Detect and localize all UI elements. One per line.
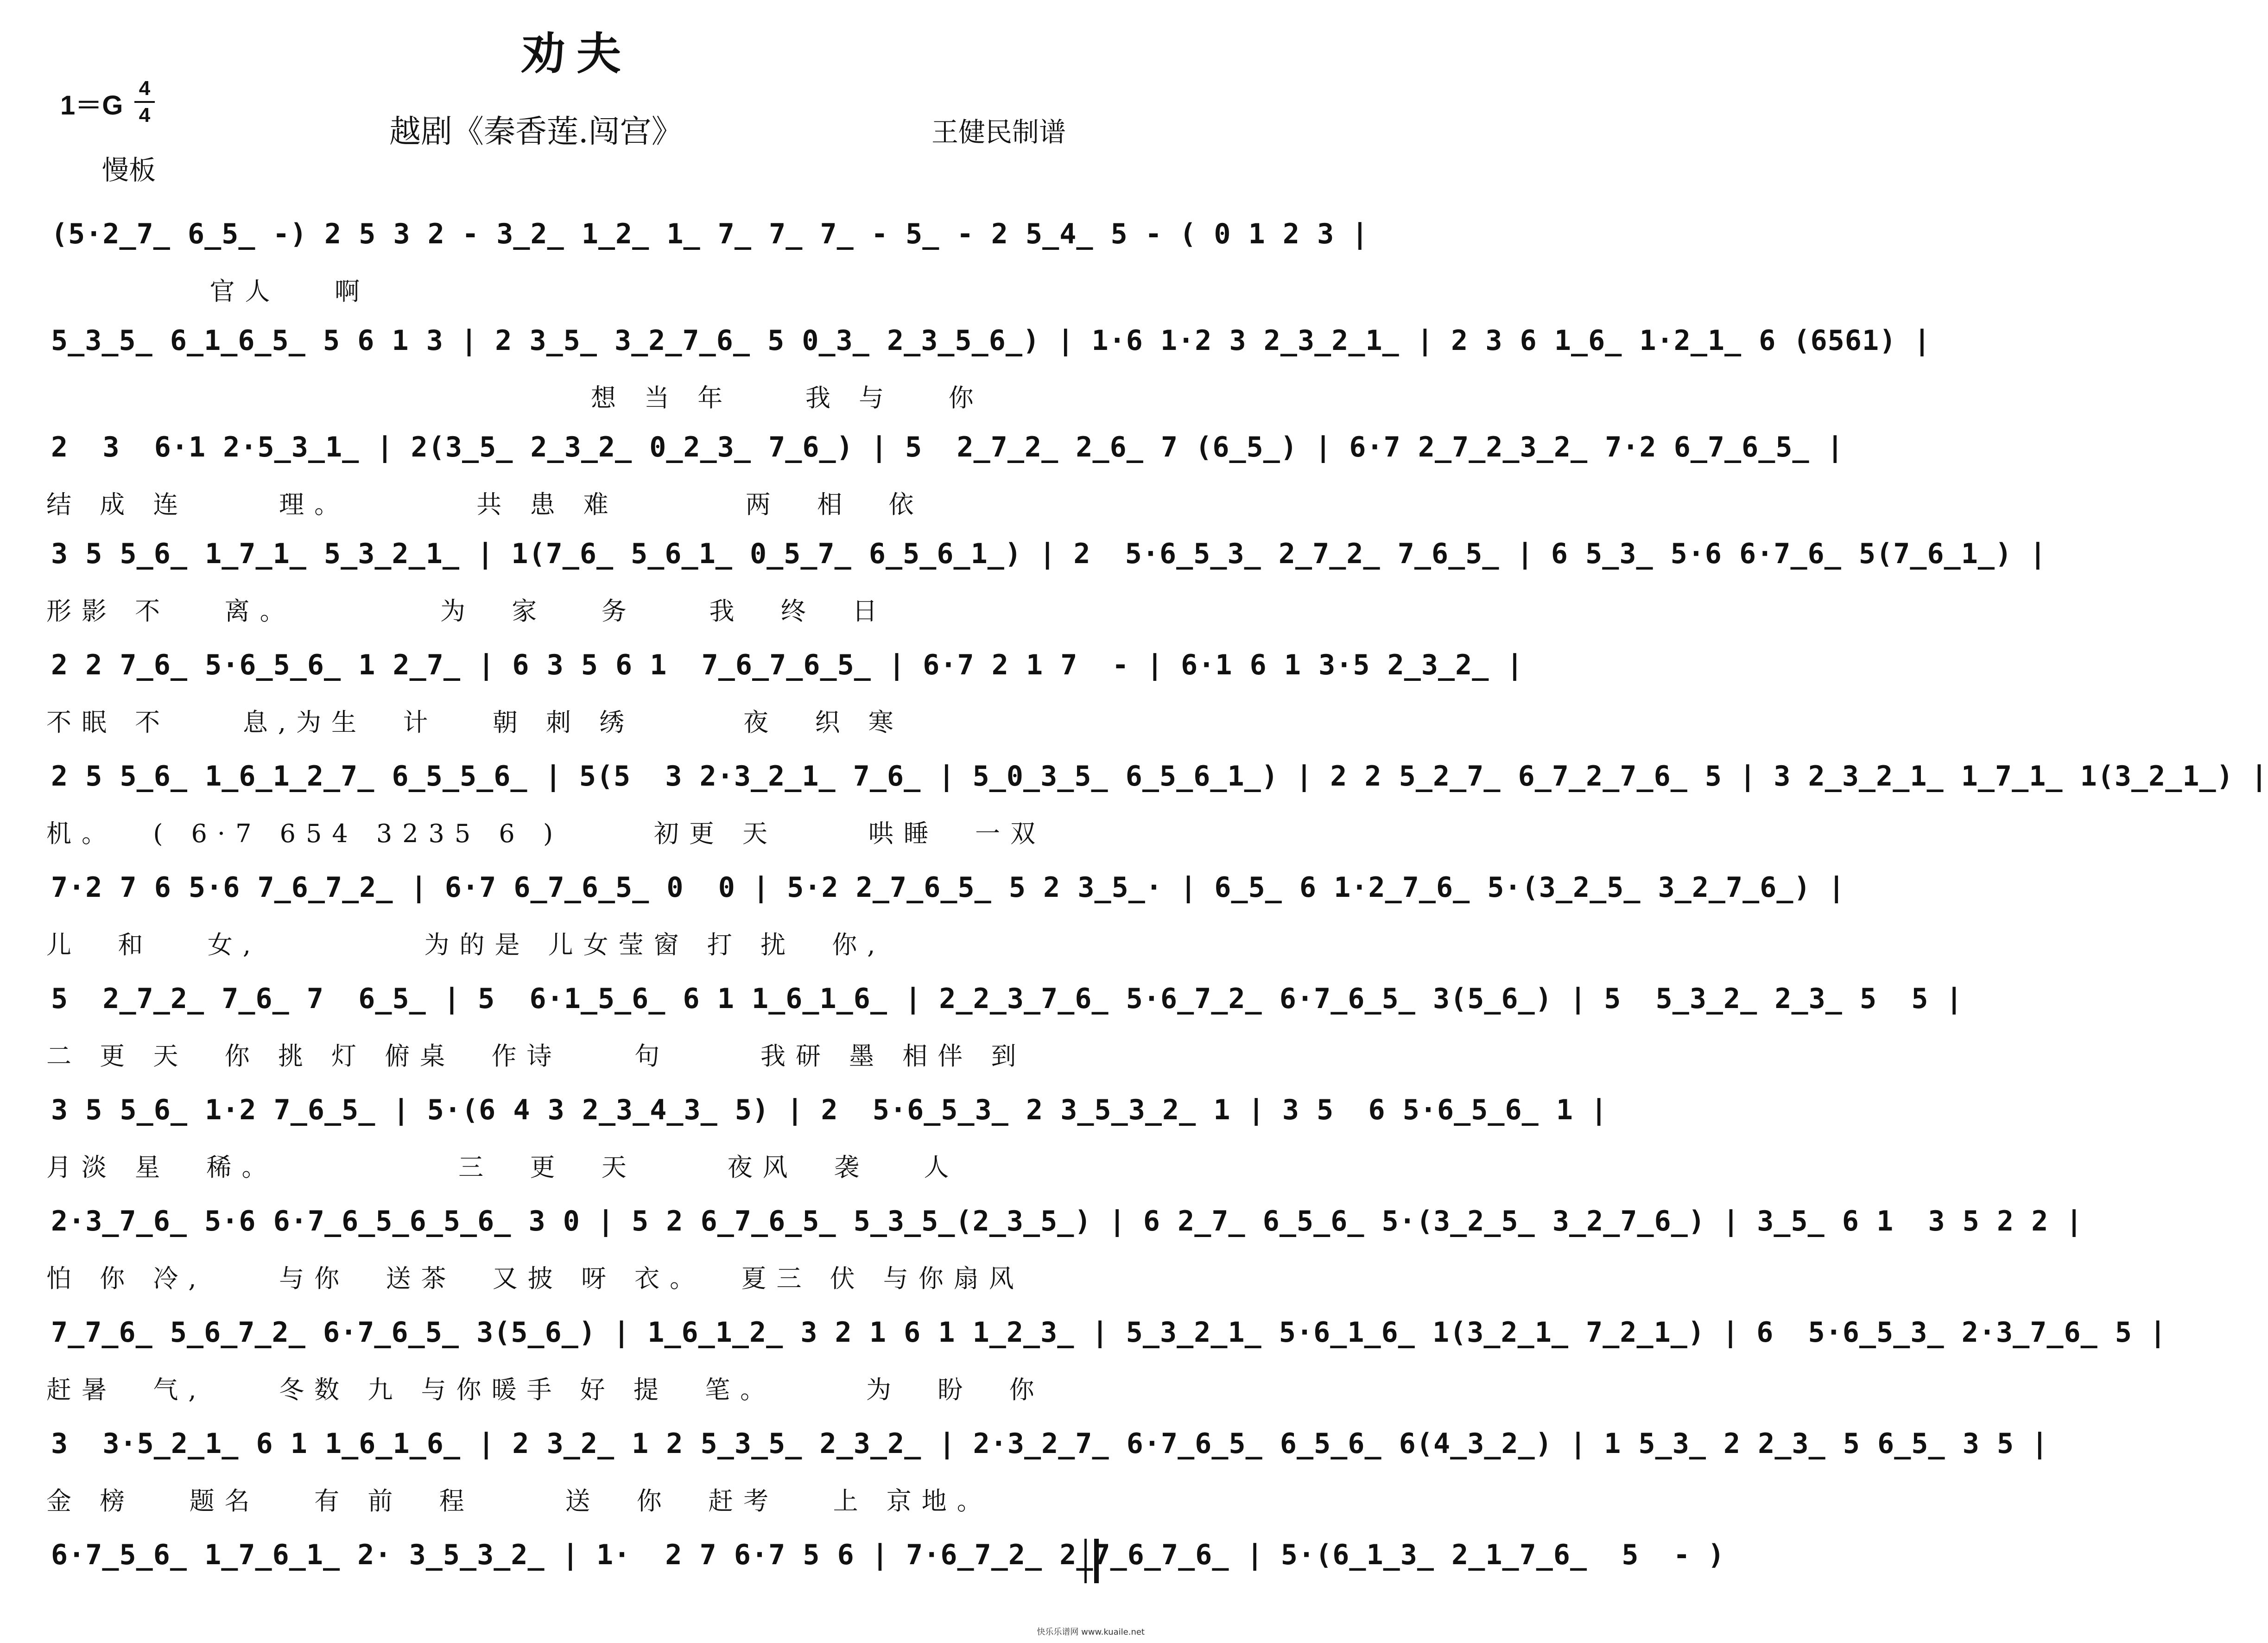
notes-row: 5̲3̲5̲ 6̲1̲6̲5̲ 5 6 1 3 | 2 3̲5̲ 3̲2̲7̲6̲ 5 0̲3̲ 2̲3̲5̲6̲) | 1·6 1·2 3 2̲3̲2̲1̲ | 2 3 6 1̲6̲ 1·2̲1̲ 6 (6561) | — [51, 324, 1931, 357]
notes-row: 5 2̲7̲2̲ 7̲6̲ 7 6̲5̲ | 5 6·1̲5̲6̲ 6 1 1̲6̲1̲6̲ | 2̲2̲3̲7̲6̲ 5·6̲7̲2̲ 6·7̲6̲5̲ 3(5̲6̲) | 5 5̲3̲2̲ 2̲3̲ 5 5 | — [51, 983, 1963, 1015]
staff-line — [46, 324, 1931, 422]
lyrics-row: 机。 ( 6·7 654 3235 6 ) 初更 天 哄睡 一双 — [46, 819, 1046, 848]
lyrics-row: 赶暑 气, 冬数 九 与你暖手 好 提 笔。 为 盼 你 — [46, 1375, 1045, 1404]
lyrics-row: 金 榜 题名 有 前 程 送 你 赶考 上 京地。 — [46, 1486, 992, 1516]
notes-row: 3 5 5̲6̲ 1̲7̲1̲ 5̲3̲2̲1̲ | 1(7̲6̲ 5̲6̲1̲ 0̲5̲7̲ 6̲5̲6̲1̲) | 2 5·6̲5̲3̲ 2̲7̲2̲ 7̲6̲5̲ | 6 5̲3̲ 5·6 6·7̲6̲ 5(7̲6̲1̲) | — [51, 538, 2047, 570]
staff-line — [46, 431, 1844, 528]
key-signature: 1＝G — [60, 90, 123, 121]
notes-row: 2 5 5̲6̲ 1̲6̲1̲2̲7̲ 6̲5̲5̲6̲ | 5(5 3 2·3̲2̲1̲ 7̲6̲ | 5̲0̲3̲5̲ 6̲5̲6̲1̲) | 2 2 5̲2̲7̲ 6̲7̲2̲7̲6̲ 5 | 3 2̲3̲2̲1̲ 1̲7̲1̲ 1(3̲2̲1̲) | — [51, 760, 2268, 793]
notes-row: 7̲7̲6̲ 5̲6̲7̲2̲ 6·7̲6̲5̲ 3(5̲6̲) | 1̲6̲1̲2̲ 3 2 1 6 1 1̲2̲3̲ | 5̲3̲2̲1̲ 5·6̲1̲6̲ 1(3̲2̲1̲ 7̲2̲1̲) | 6 5·6̲5̲3̲ 2·3̲7̲6̲ 5 | — [51, 1316, 2167, 1349]
notes-row: 2 3 6·1 2·5̲3̲1̲ | 2(3̲5̲ 2̲3̲2̲ 0̲2̲3̲ 7̲6̲) | 5 2̲7̲2̲ 2̲6̲ 7 (6̲5̲) | 6·7 2̲7̲2̲3̲2̲ 7·2 6̲7̲6̲5̲ | — [51, 431, 1844, 463]
lyrics-row: 想 当 年 我 与 你 — [46, 383, 984, 412]
time-signature — [134, 77, 155, 127]
lyrics-row: 结 成 连 理。 共 患 难 两 相 依 — [46, 490, 924, 519]
notes-row: 6·7̲5̲6̲ 1̲7̲6̲1̲ 2· 3̲5̲3̲2̲ | 1· 2 7 6·7 5 6 | 7·6̲7̲2̲ 2̲7̲6̲7̲6̲ | 5·(6̲1̲3̲ 2̲1̲7̲6̲ 5 - ) — [51, 1539, 1725, 1571]
notes-row: (5·2̲7̲ 6̲5̲ -) 2 5 3 2 - 3̲2̲ 1̲2̲ 1̲ 7̲ 7̲ 7̲ - 5̲ - 2 5̲4̲ 5 - ( 0 1 2 3 | — [51, 218, 1369, 250]
staff-line — [46, 983, 1963, 1080]
staff-line — [46, 1205, 2083, 1302]
lyrics-row — [46, 1592, 1098, 1625]
meter-bottom: 4 — [139, 104, 151, 127]
lyrics-row: 怕 你 冷, 与你 送茶 又披 呀 衣。 夏三 伏 与你扇风 — [46, 1264, 1024, 1293]
subtitle: 越剧《秦香莲.闯宫》 — [389, 114, 683, 150]
staff-line — [46, 1427, 2049, 1525]
notes-row: 3 5 5̲6̲ 1·2 7̲6̲5̲ | 5·(6 4 3 2̲3̲4̲3̲ 5) | 2 5·6̲5̲3̲ 2 3̲5̲3̲2̲ 1 | 3 5 6 5·6̲5̲6̲ 1 | — [51, 1094, 1608, 1126]
notes-row: 7·2 7 6 5·6 7̲6̲7̲2̲ | 6·7 6̲7̲6̲5̲ 0 0 | 5·2 2̲7̲6̲5̲ 5 2 3̲5̲· | 6̲5̲ 6 1·2̲7̲6̲ 5·(3̲2̲5̲ 3̲2̲7̲6̲) | — [51, 871, 1845, 904]
page-title: 劝夫 — [521, 27, 632, 80]
staff-line — [46, 1316, 2167, 1414]
lyrics-row: 官人 啊 — [46, 277, 370, 306]
lyrics-row: 形影 不 离。 为 家 务 我 终 日 — [46, 596, 888, 626]
meter-top: 4 — [139, 77, 151, 100]
staff-line — [46, 871, 1845, 969]
staff-line — [46, 1539, 1725, 1636]
lyrics-row: 儿 和 女, 为的是 儿女莹窗 打 扰 你, — [46, 930, 886, 959]
arranger-credit: 王健民制谱 — [931, 116, 1066, 148]
staff-line — [46, 538, 2047, 635]
notes-row: 3 3·5̲2̲1̲ 6 1 1̲6̲1̲6̲ | 2 3̲2̲ 1 2 5̲3̲5̲ 2̲3̲2̲ | 2·3̲2̲7̲ 6·7̲6̲5̲ 6̲5̲6̲ 6(4̲3̲2̲) | 1 5̲3̲ 2 2̲3̲ 5 6̲5̲ 3 5 | — [51, 1427, 2049, 1460]
final-barline — [1084, 1539, 1099, 1583]
lyrics-row: 二 更 天 你 挑 灯 俯桌 作诗 句 我研 墨 相伴 到 — [46, 1041, 1026, 1071]
staff-line — [46, 649, 1524, 746]
staff-line — [46, 218, 1369, 315]
lyrics-row: 月淡 星 稀。 三 更 天 夜风 袭 人 — [46, 1153, 959, 1182]
staff-line — [46, 760, 2268, 857]
notes-row: 2 2 7̲6̲ 5·6̲5̲6̲ 1 2̲7̲ | 6 3 5 6 1 7̲6̲7̲6̲5̲ | 6·7 2 1 7 - | 6·1 6 1 3·5 2̲3̲2̲ | — [51, 649, 1524, 681]
watermark: 快乐乐谱网 www.kuaile.net — [1037, 1627, 1145, 1637]
notes-row: 2·3̲7̲6̲ 5·6 6·7̲6̲5̲6̲5̲6̲ 3 0 | 5 2 6̲7̲6̲5̲ 5̲3̲5̲(2̲3̲5̲) | 6 2̲7̲ 6̲5̲6̲ 5·(3̲2̲5̲ 3̲2̲7̲6̲) | 3̲5̲ 6 1 3 5 2 2 | — [51, 1205, 2083, 1237]
lyrics-row: 不眠 不 息,为生 计 朝 刺 绣 夜 织 寒 — [46, 708, 904, 737]
tempo-marking: 慢板 — [102, 154, 156, 186]
staff-line — [46, 1094, 1608, 1191]
